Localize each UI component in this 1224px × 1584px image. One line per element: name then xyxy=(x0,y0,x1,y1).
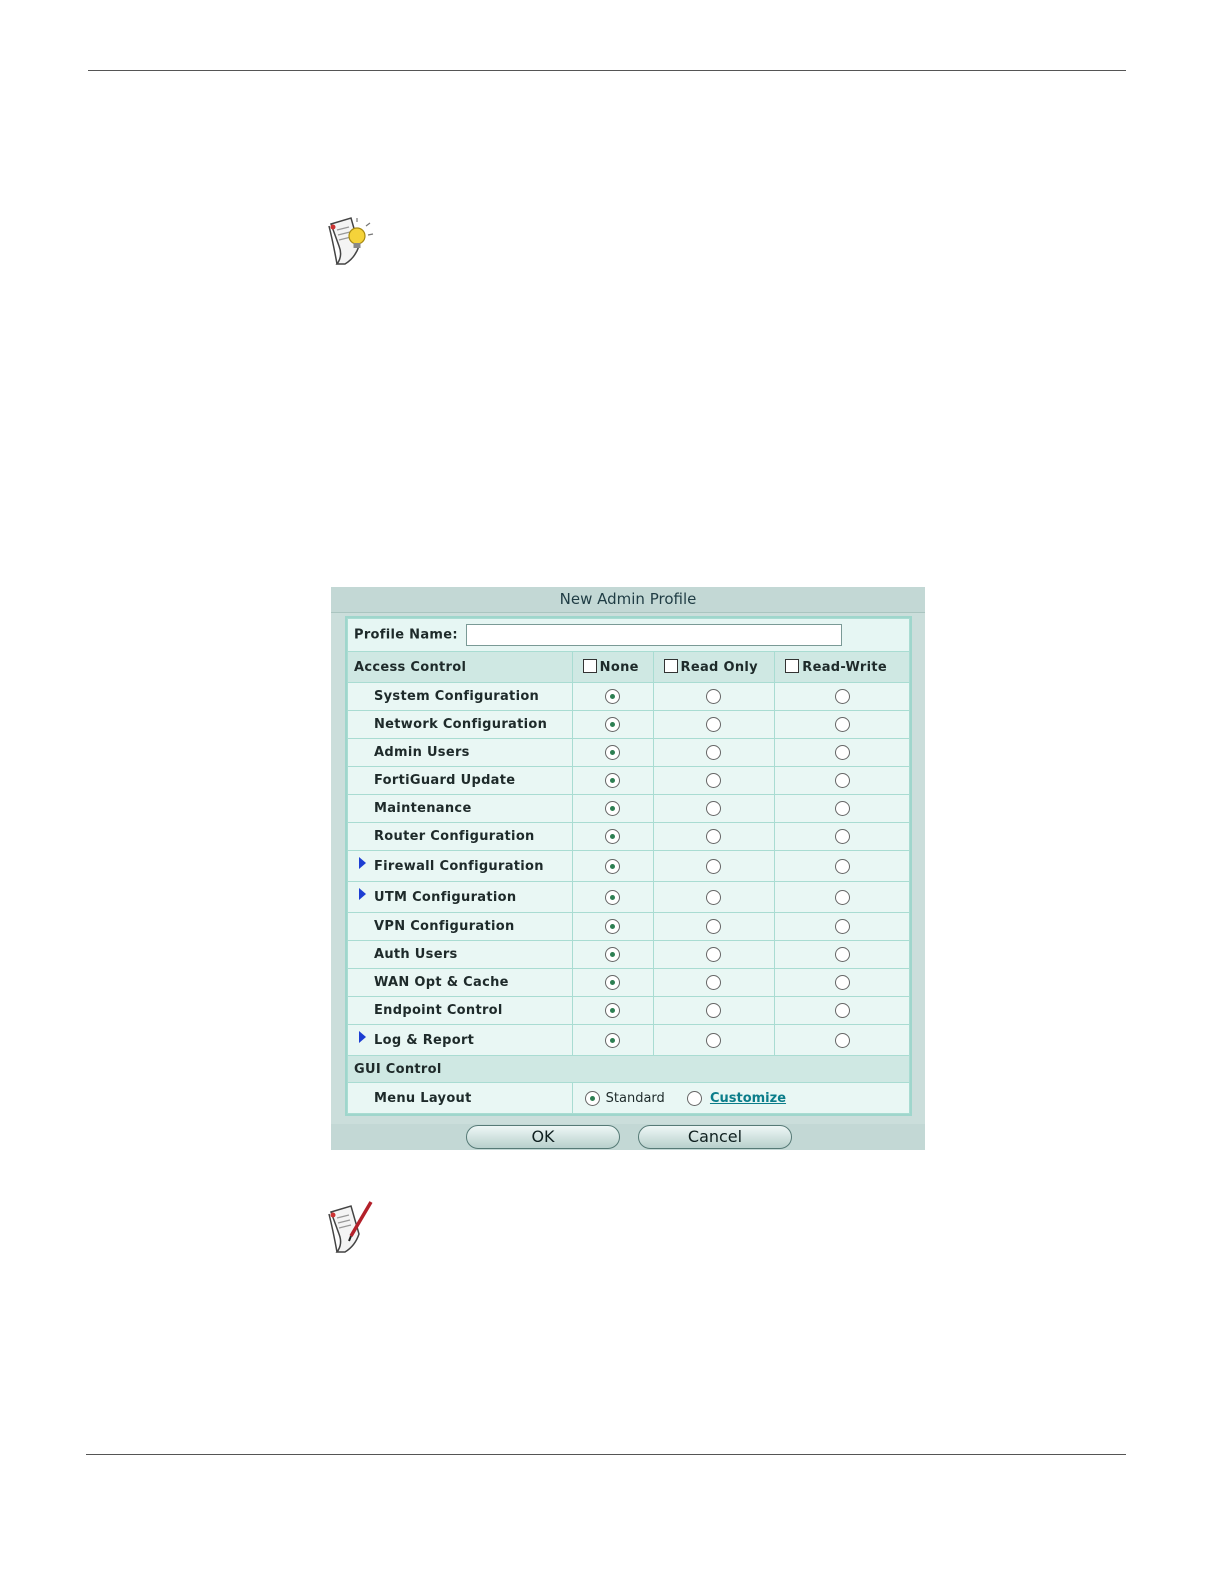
radio-read-write[interactable] xyxy=(835,717,850,732)
radio-read-write[interactable] xyxy=(835,829,850,844)
standard-label: Standard xyxy=(605,1090,665,1106)
select-all-read-write-checkbox[interactable] xyxy=(785,659,799,673)
column-none: None xyxy=(599,660,639,675)
radio-read-only[interactable] xyxy=(706,919,721,934)
radio-menu-standard[interactable] xyxy=(585,1091,600,1106)
radio-read-write[interactable] xyxy=(835,859,850,874)
radio-none[interactable] xyxy=(605,689,620,704)
profile-name-input[interactable] xyxy=(466,624,842,646)
dialog-footer xyxy=(331,1124,925,1150)
row-label: Firewall Configuration xyxy=(374,858,544,874)
radio-read-write[interactable] xyxy=(835,689,850,704)
header-rule xyxy=(88,70,1126,71)
radio-read-only[interactable] xyxy=(706,689,721,704)
radio-read-only[interactable] xyxy=(706,1003,721,1018)
radio-none[interactable] xyxy=(605,829,620,844)
column-read-only: Read Only xyxy=(680,660,758,675)
row-label: UTM Configuration xyxy=(374,889,517,905)
new-admin-profile-dialog xyxy=(331,587,925,1150)
radio-none[interactable] xyxy=(605,947,620,962)
select-all-read-only-checkbox[interactable] xyxy=(664,659,678,673)
row-label: Endpoint Control xyxy=(374,1003,503,1018)
row-label: Admin Users xyxy=(374,745,470,760)
radio-none[interactable] xyxy=(605,1033,620,1048)
select-all-none-checkbox[interactable] xyxy=(583,659,597,673)
radio-read-only[interactable] xyxy=(706,829,721,844)
row-label: FortiGuard Update xyxy=(374,773,516,788)
menu-layout-label: Menu Layout xyxy=(374,1090,472,1106)
access-row-vpn-configuration xyxy=(348,913,910,941)
radio-read-only[interactable] xyxy=(706,717,721,732)
access-row-router-configuration xyxy=(348,823,910,851)
radio-read-only[interactable] xyxy=(706,773,721,788)
access-row-fortiguard-update xyxy=(348,767,910,795)
cancel-button[interactable]: Cancel xyxy=(638,1125,792,1149)
radio-none[interactable] xyxy=(605,1003,620,1018)
access-row-admin-users xyxy=(348,739,910,767)
radio-none[interactable] xyxy=(605,890,620,905)
radio-read-write[interactable] xyxy=(835,947,850,962)
radio-read-only[interactable] xyxy=(706,1033,721,1048)
access-control-table xyxy=(347,618,910,1114)
access-row-endpoint-control xyxy=(348,997,910,1025)
access-row-network-configuration xyxy=(348,711,910,739)
radio-read-only[interactable] xyxy=(706,975,721,990)
row-label: WAN Opt & Cache xyxy=(374,975,509,990)
radio-read-write[interactable] xyxy=(835,890,850,905)
radio-read-only[interactable] xyxy=(706,890,721,905)
access-row-auth-users xyxy=(348,941,910,969)
radio-read-only[interactable] xyxy=(706,947,721,962)
customize-link[interactable]: Customize xyxy=(709,1090,787,1106)
radio-read-only[interactable] xyxy=(706,859,721,874)
radio-read-write[interactable] xyxy=(835,1033,850,1048)
expand-arrow-icon[interactable] xyxy=(359,1031,366,1043)
column-read-write: Read-Write xyxy=(802,660,887,675)
radio-none[interactable] xyxy=(605,801,620,816)
row-label: Router Configuration xyxy=(374,829,535,844)
row-label: Auth Users xyxy=(374,947,458,962)
expand-arrow-icon[interactable] xyxy=(359,857,366,869)
footer-rule xyxy=(86,1454,1126,1455)
gui-control-heading: GUI Control xyxy=(354,1061,442,1077)
access-control-heading: Access Control xyxy=(354,659,467,675)
pencil-note-icon xyxy=(325,1200,377,1256)
lightbulb-note-icon xyxy=(325,212,377,268)
access-row-system-configuration xyxy=(348,683,910,711)
row-label: Log & Report xyxy=(374,1032,475,1048)
profile-form xyxy=(345,616,912,1116)
row-label: Maintenance xyxy=(374,801,472,816)
access-row-log-report xyxy=(348,1025,910,1056)
radio-read-write[interactable] xyxy=(835,1003,850,1018)
menu-layout-row xyxy=(348,1083,910,1114)
radio-none[interactable] xyxy=(605,919,620,934)
profile-name-label: Profile Name: xyxy=(354,627,458,643)
radio-none[interactable] xyxy=(605,773,620,788)
access-row-wan-opt-cache xyxy=(348,969,910,997)
ok-button[interactable]: OK xyxy=(466,1125,620,1149)
expand-arrow-icon[interactable] xyxy=(359,888,366,900)
radio-none[interactable] xyxy=(605,975,620,990)
radio-none[interactable] xyxy=(605,717,620,732)
radio-read-write[interactable] xyxy=(835,745,850,760)
access-row-firewall-configuration xyxy=(348,851,910,882)
radio-read-write[interactable] xyxy=(835,773,850,788)
radio-read-only[interactable] xyxy=(706,745,721,760)
row-label: Network Configuration xyxy=(374,717,548,732)
dialog-title: New Admin Profile xyxy=(331,587,925,613)
radio-read-write[interactable] xyxy=(835,975,850,990)
radio-read-only[interactable] xyxy=(706,801,721,816)
row-label: System Configuration xyxy=(374,689,540,704)
radio-read-write[interactable] xyxy=(835,801,850,816)
access-row-utm-configuration xyxy=(348,882,910,913)
row-label: VPN Configuration xyxy=(374,919,515,934)
radio-menu-customize[interactable] xyxy=(687,1091,702,1106)
radio-none[interactable] xyxy=(605,745,620,760)
radio-read-write[interactable] xyxy=(835,919,850,934)
radio-none[interactable] xyxy=(605,859,620,874)
access-row-maintenance xyxy=(348,795,910,823)
